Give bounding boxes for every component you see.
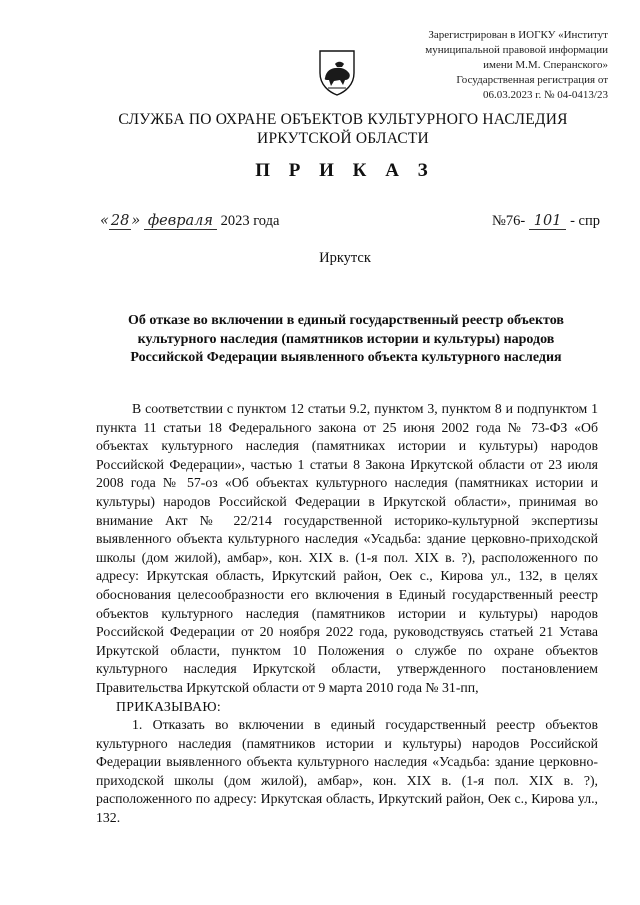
order-subject-line: культурного наследия (памятников истории и культуры) народов [137,331,555,347]
order-directive-word: ПРИКАЗЫВАЮ: [116,698,221,714]
organization-name-line: ИРКУТСКОЙ ОБЛАСТИ [257,130,429,147]
date-close-quote: » [131,213,141,229]
registration-line: имени М.М. Сперанского» [483,59,608,71]
order-number [492,213,600,230]
order-date [100,213,279,230]
order-number-prefix: №76- [491,213,526,229]
order-subject-line: Российской Федерации выявленного объекта культурного наследия [130,350,562,365]
registration-line: муниципальной правовой информации [425,44,608,56]
date-month: февраля [144,213,217,230]
registration-line: Государственная регистрация от [456,74,608,86]
date-open-quote: « [100,213,109,229]
order-subject-line: Об отказе во включении в единый государственный реестр объектов [128,313,564,328]
order-item-1: 1. Отказать во включении в единый государственный реестр объектов культурного наследия (памятников истории и культуры) народов Российской Федерации выявленного объекта культурного наследия «Усадьба: здание церковно-приходской школы (дом жилой), амбар», кон. XIX в. (1-я пол. XIX в. ?), расположенного по адресу: Иркутская область, Иркутский район, Оек с., Кирова ул., 132. [96,717,598,826]
registration-line: 06.03.2023 г. № 04-0413/23 [483,89,608,101]
irkutsk-coat-of-arms-icon [316,45,358,97]
organization-name [40,110,640,148]
registration-line: Зарегистрирован в ИОГКУ «Институт [428,29,608,41]
registration-stamp [386,28,608,103]
date-year: 2023 года [220,213,280,229]
preamble-paragraph: В соответствии с пунктом 12 статьи 9.2, пунктом 3, пунктом 8 и подпунктом 1 пункта 11 статьи 18 Федерального закона от 25 июня 2002 года № 73-ФЗ «Об объектах культурного наследия (памятниках истории и культуры) народов Российской Федерации», частью 1 статьи 8 Закона Иркутской области от 23 июля 2008 года № 57-оз «Об объектах культурного наследия (памятниках истории и культуры) народов Российской Федерации в Иркутской области», принимая во внимание Акт № 22/214 государственной историко-культурной экспертизы выявленного объекта культурного наследия «Усадьба: здание церковно-приходской школы (дом жилой), амбар», кон. XIX в. (1-я пол. XIX в. ?), расположенного по адресу: Иркутская область, Иркутский район, Оек с., Кирова ул., 132, в целях обоснования целесообразности его включения в Единый государственный реестр объектов культурного наследия (памятников истории и культуры) народов Российской Федерации от 20 ноября 2022 года, руководствуясь статьей 21 Устава Иркутской области, пунктом 10 Положения о службе по охране объектов культурного наследия Иркутской области, утвержденного постановлением Правительства Иркутской области от 9 марта 2010 года № 31-пп, [96,401,598,695]
order-subject [96,312,596,368]
organization-name-line: СЛУЖБА ПО ОХРАНЕ ОБЪЕКТОВ КУЛЬТУРНОГО НАСЛЕДИЯ [118,111,568,128]
order-number-value: 101 [529,213,567,230]
date-day: 28 [110,213,130,229]
city-name: Иркутск [319,250,371,266]
order-body [96,400,598,828]
order-number-suffix: - спр [570,213,600,229]
document-type-title: П Р И К А З [255,160,435,181]
